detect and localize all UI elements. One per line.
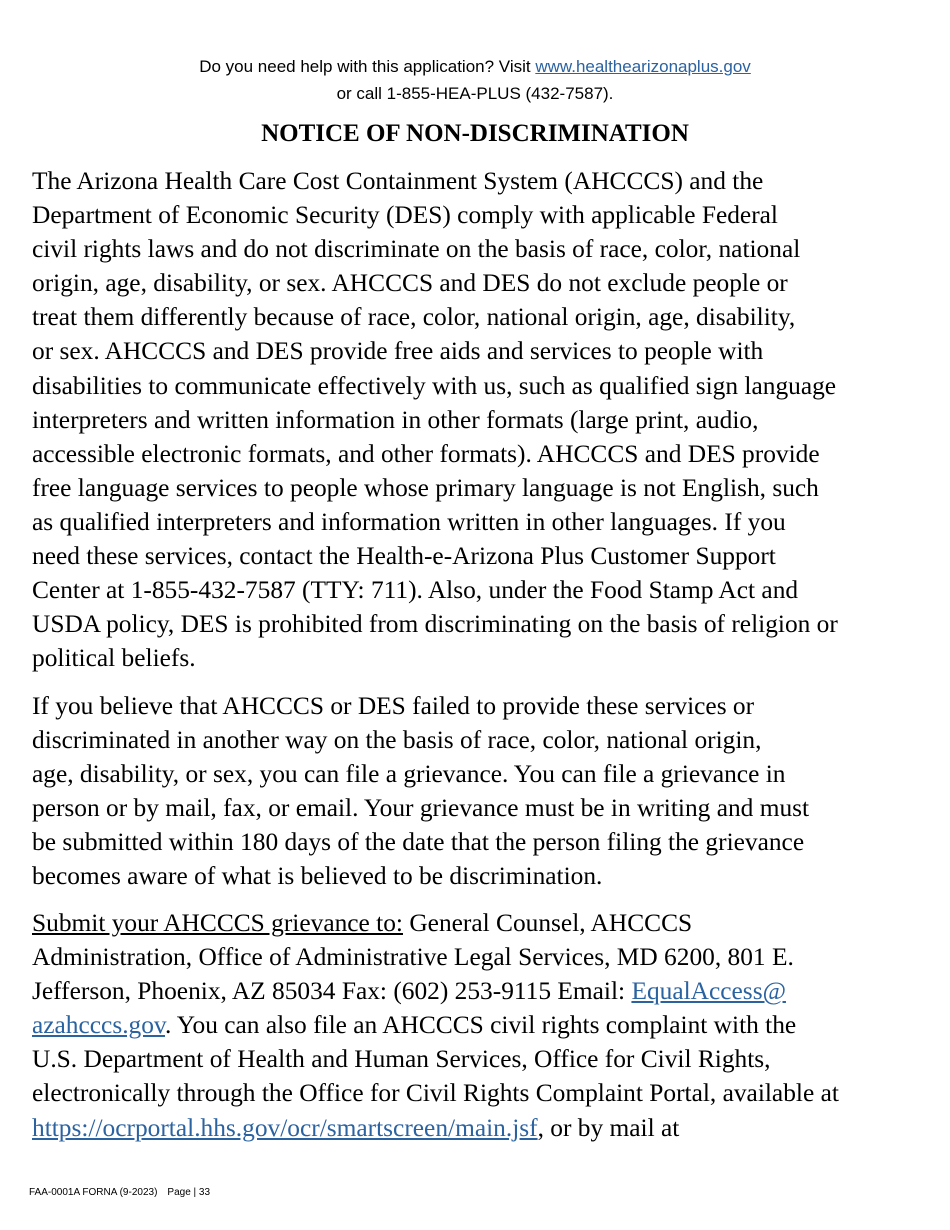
help-line-2: or call 1-855-HEA-PLUS (432-7587).: [336, 84, 614, 103]
grievance-heading: Submit your AHCCCS grievance to:: [32, 909, 403, 937]
text-line: Center at 1-855-432-7587 (TTY: 711). Also, under the Food Stamp Act and: [32, 576, 799, 605]
text-line: electronically through the Office for Civil Rights Complaint Portal, available at: [32, 1079, 839, 1108]
email-link-continued[interactable]: azahcccs.gov: [32, 1011, 165, 1040]
text-line: If you believe that AHCCCS or DES failed to provide these services or: [32, 692, 755, 720]
text-line: interpreters and written information in other formats (large print, audio,: [32, 405, 759, 434]
text-line: discriminated in another way on the basis of race, color, national origin,: [32, 726, 762, 755]
text-line: age, disability, or sex, you can file a grievance. You can file a grievance in: [32, 760, 786, 789]
text-line: or sex. AHCCCS and DES provide free aids and services to people with: [32, 337, 764, 366]
text-line: need these services, contact the Health-e-Arizona Plus Customer Support: [32, 542, 776, 571]
text-line: [32, 1008, 932, 1042]
help-banner: [0, 53, 950, 107]
text-line: Department of Economic Security (DES) comply with applicable Federal: [32, 201, 778, 230]
notice-paragraph-2: [32, 689, 932, 894]
text-line: origin, age, disability, or sex. AHCCCS and DES do not exclude people or: [32, 269, 788, 298]
text-segment: . You can also file an AHCCCS civil rights complaint with the: [164, 1011, 797, 1040]
email-link[interactable]: EqualAccess@: [631, 977, 786, 1006]
form-id: FAA-0001A FORNA (9-2023): [29, 1187, 158, 1198]
text-line: be submitted within 180 days of the date that the person filing the grievance: [32, 828, 805, 857]
text-line: accessible electronic formats, and other formats). AHCCCS and DES provide: [32, 439, 820, 468]
text-line: The Arizona Health Care Cost Containment System (AHCCCS) and the: [32, 167, 764, 195]
text-segment: Jefferson, Phoenix, AZ 85034 Fax: (602) 253-9115 Email:: [32, 977, 632, 1006]
text-line: political beliefs.: [32, 644, 196, 673]
help-text: Do you need help with this application? Visit: [199, 57, 536, 76]
text-line: civil rights laws and do not discriminate on the basis of race, color, national: [32, 235, 801, 264]
page-number: Page | 33: [167, 1187, 211, 1198]
text-line: Administration, Office of Administrative Legal Services, MD 6200, 801 E.: [32, 943, 794, 972]
text-line: [32, 974, 932, 1008]
text-line: person or by mail, fax, or email. Your grievance must be in writing and must: [32, 794, 810, 823]
notice-paragraph-1: [32, 164, 932, 675]
text-line: as qualified interpreters and information written in other languages. If you: [32, 507, 786, 536]
notice-paragraph-3: [32, 906, 932, 1145]
page-footer: [29, 1187, 210, 1198]
text-line: free language services to people whose primary language is not English, such: [32, 473, 819, 502]
text-line: disabilities to communicate effectively with us, such as qualified sign language: [32, 371, 837, 400]
help-website-link[interactable]: www.healthearizonaplus.gov: [535, 57, 751, 76]
text-line: [32, 1111, 932, 1145]
help-line-1: [0, 53, 950, 80]
text-segment: , or by mail at: [537, 1113, 680, 1142]
text-line: treat them differently because of race, color, national origin, age, disability,: [32, 303, 796, 332]
text-line: USDA policy, DES is prohibited from discriminating on the basis of religion or: [32, 610, 838, 639]
text-line: U.S. Department of Health and Human Services, Office for Civil Rights,: [32, 1045, 771, 1074]
text-line: [32, 906, 932, 940]
page-title: NOTICE OF NON-DISCRIMINATION: [261, 120, 689, 147]
text-line: becomes aware of what is believed to be discrimination.: [32, 862, 603, 891]
text-segment: General Counsel, AHCCCS: [402, 909, 693, 937]
ocr-portal-link[interactable]: https://ocrportal.hhs.gov/ocr/smartscreen/main.jsf: [32, 1113, 538, 1142]
